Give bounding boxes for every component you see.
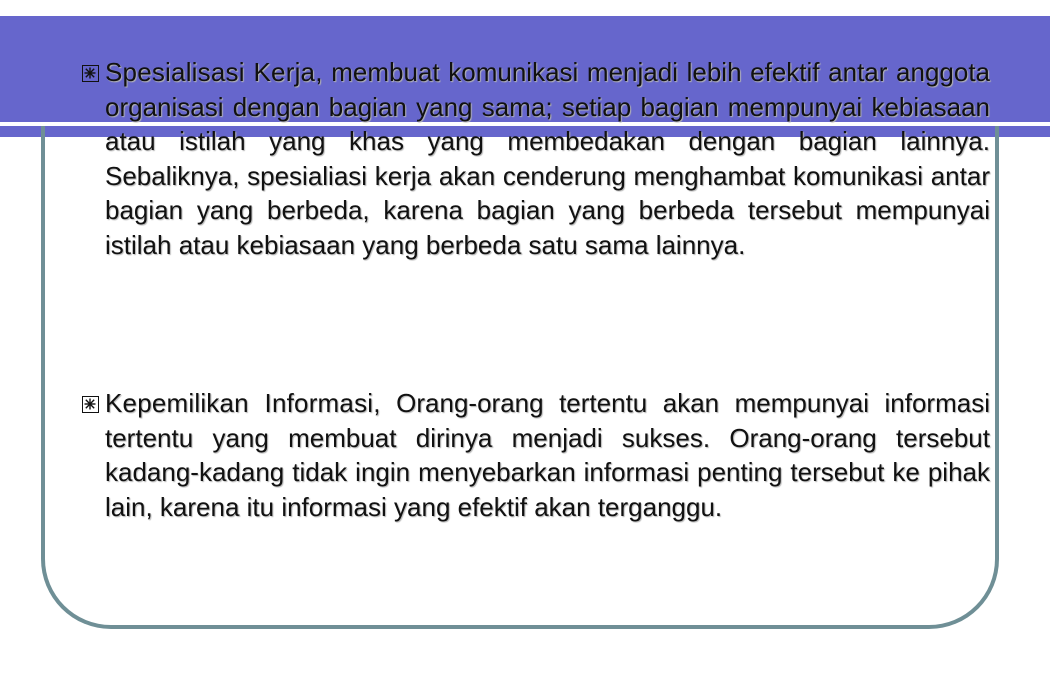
bullet-term: Kepemilikan Informasi,: [105, 388, 381, 418]
bullet-text: membuat komunikasi menjadi lebih efektif antar anggota organisasi dengan bagian yang sama; setiap bagian mempunyai kebiasaan atau istilah yang khas yang membedakan dengan bagian lainnya. Sebaliknya, spesialiasi kerja akan cenderung menghambat komunikasi antar bagian yang berbeda, karena bagian yang berbeda tersebut mempunyai istilah atau kebiasaan yang berbeda satu sama lainnya.: [105, 57, 991, 260]
star-asterisk-bullet-icon: [82, 65, 99, 82]
bullet-item-kepemilikan-informasi: [82, 386, 990, 524]
bullet-text: Orang-orang tertentu akan mempunyai informasi tertentu yang membuat dirinya menjadi sukses. Orang-orang tersebut kadang-kadang tidak ingin menyebarkan informasi penting tersebut ke pihak lain, karena itu informasi yang efektif akan terganggu.: [105, 388, 990, 522]
bullet-term: Spesialisasi Kerja,: [105, 57, 323, 87]
bullet-paragraph: [105, 55, 990, 263]
bullet-paragraph: [105, 386, 990, 524]
bullet-item-spesialisasi-kerja: [82, 55, 990, 263]
star-asterisk-bullet-icon: [82, 396, 99, 413]
